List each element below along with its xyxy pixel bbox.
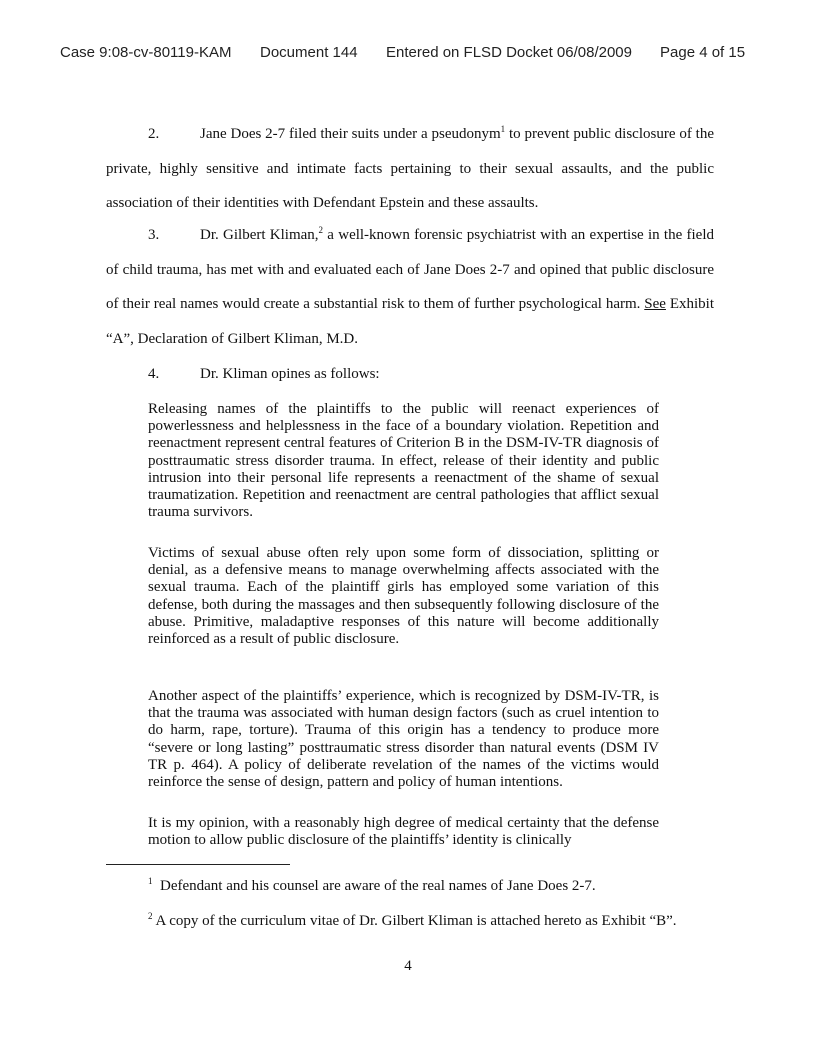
see-signal: See bbox=[644, 296, 666, 312]
footnote-ref: 1 bbox=[500, 124, 506, 134]
block-quote: Releasing names of the plaintiffs to the public will reenact experiences of powerlessness and helplessness in the face of a boundary violation. Repetition and reenactment represent central features of Criterion B in the DSM-IV-TR diagnosis of posttraumatic stress disorder trauma. In effect, release of their identity and public intrusion into their personal life represents a reenactment of the shame of sexual traumatization. Repetition and reenactment are central pathologies that afflict sexual trauma survivors. bbox=[148, 401, 659, 521]
paragraph-text: to prevent public disclosure of the private, highly sensitive and intimate facts pertaining to their sexual assaults, and the public association of their identities with Defendant Epstein and these assaults. bbox=[106, 126, 714, 211]
paragraph-text: Exhibit “A”, Declaration of Gilbert Kliman, M.D. bbox=[106, 296, 714, 347]
footnote-text: Defendant and his counsel are aware of the real names of Jane Does 2-7. bbox=[160, 878, 596, 894]
paragraph-2 bbox=[106, 117, 714, 221]
footnote-divider bbox=[106, 864, 290, 865]
case-number: Case 9:08-cv-80119-KAM bbox=[60, 44, 232, 61]
page-number: 4 bbox=[404, 958, 412, 974]
paragraph-3 bbox=[106, 218, 714, 356]
paragraph-text: Dr. Kliman opines as follows: bbox=[200, 366, 380, 382]
paragraph-text: Jane Does 2-7 filed their suits under a pseudonym bbox=[200, 126, 501, 142]
paragraph-4 bbox=[106, 357, 714, 392]
footnote-marker: 2 bbox=[148, 911, 153, 921]
block-quote: It is my opinion, with a reasonably high degree of medical certainty that the defense motion to allow public disclosure of the plaintiffs’ identity is clinically bbox=[148, 815, 659, 849]
paragraph-number: 4. bbox=[148, 366, 160, 382]
footnote-1 bbox=[148, 878, 728, 895]
paragraph-text: Dr. Gilbert Kliman, bbox=[200, 227, 319, 243]
footnote-text: A copy of the curriculum vitae of Dr. Gilbert Kliman is attached hereto as Exhibit “B”. bbox=[155, 913, 677, 929]
docket-entry-date: Entered on FLSD Docket 06/08/2009 bbox=[386, 44, 632, 61]
footnote-marker: 1 bbox=[148, 876, 153, 886]
paragraph-number: 3. bbox=[148, 227, 160, 243]
paragraph-text: a well-known forensic psychiatrist with an expertise in the field of child trauma, has met with and evaluated each of Jane Does 2-7 and opined that public disclosure of their real names would create a substantial risk to them of further psychological harm. bbox=[106, 227, 714, 312]
page-indicator: Page 4 of 15 bbox=[660, 44, 746, 61]
footnote-ref: 2 bbox=[318, 225, 324, 235]
paragraph-number: 2. bbox=[148, 126, 160, 142]
footnote-2 bbox=[148, 913, 728, 930]
block-quote: Victims of sexual abuse often rely upon some form of dissociation, splitting or denial, as a defensive means to manage overwhelming affects associated with the sexual trauma. Each of the plaintiff girls has employed some variation of this defense, both during the massages and then subsequently following disclosure of the abuse. Primitive, maladaptive responses of this nature will become additionally reinforced as a result of public disclosure. bbox=[148, 545, 659, 648]
block-quote: Another aspect of the plaintiffs’ experience, which is recognized by DSM-IV-TR, is that the trauma was associated with human design factors (such as cruel intention to do harm, rape, torture). Trauma of this origin has a tendency to produce more “severe or long lasting” posttraumatic stress disorder than natural events (DSM IV TR p. 464). A policy of deliberate revelation of the names of the victims would reinforce the sense of design, pattern and policy of human intentions. bbox=[148, 688, 659, 791]
document-number: Document 144 bbox=[260, 44, 358, 61]
